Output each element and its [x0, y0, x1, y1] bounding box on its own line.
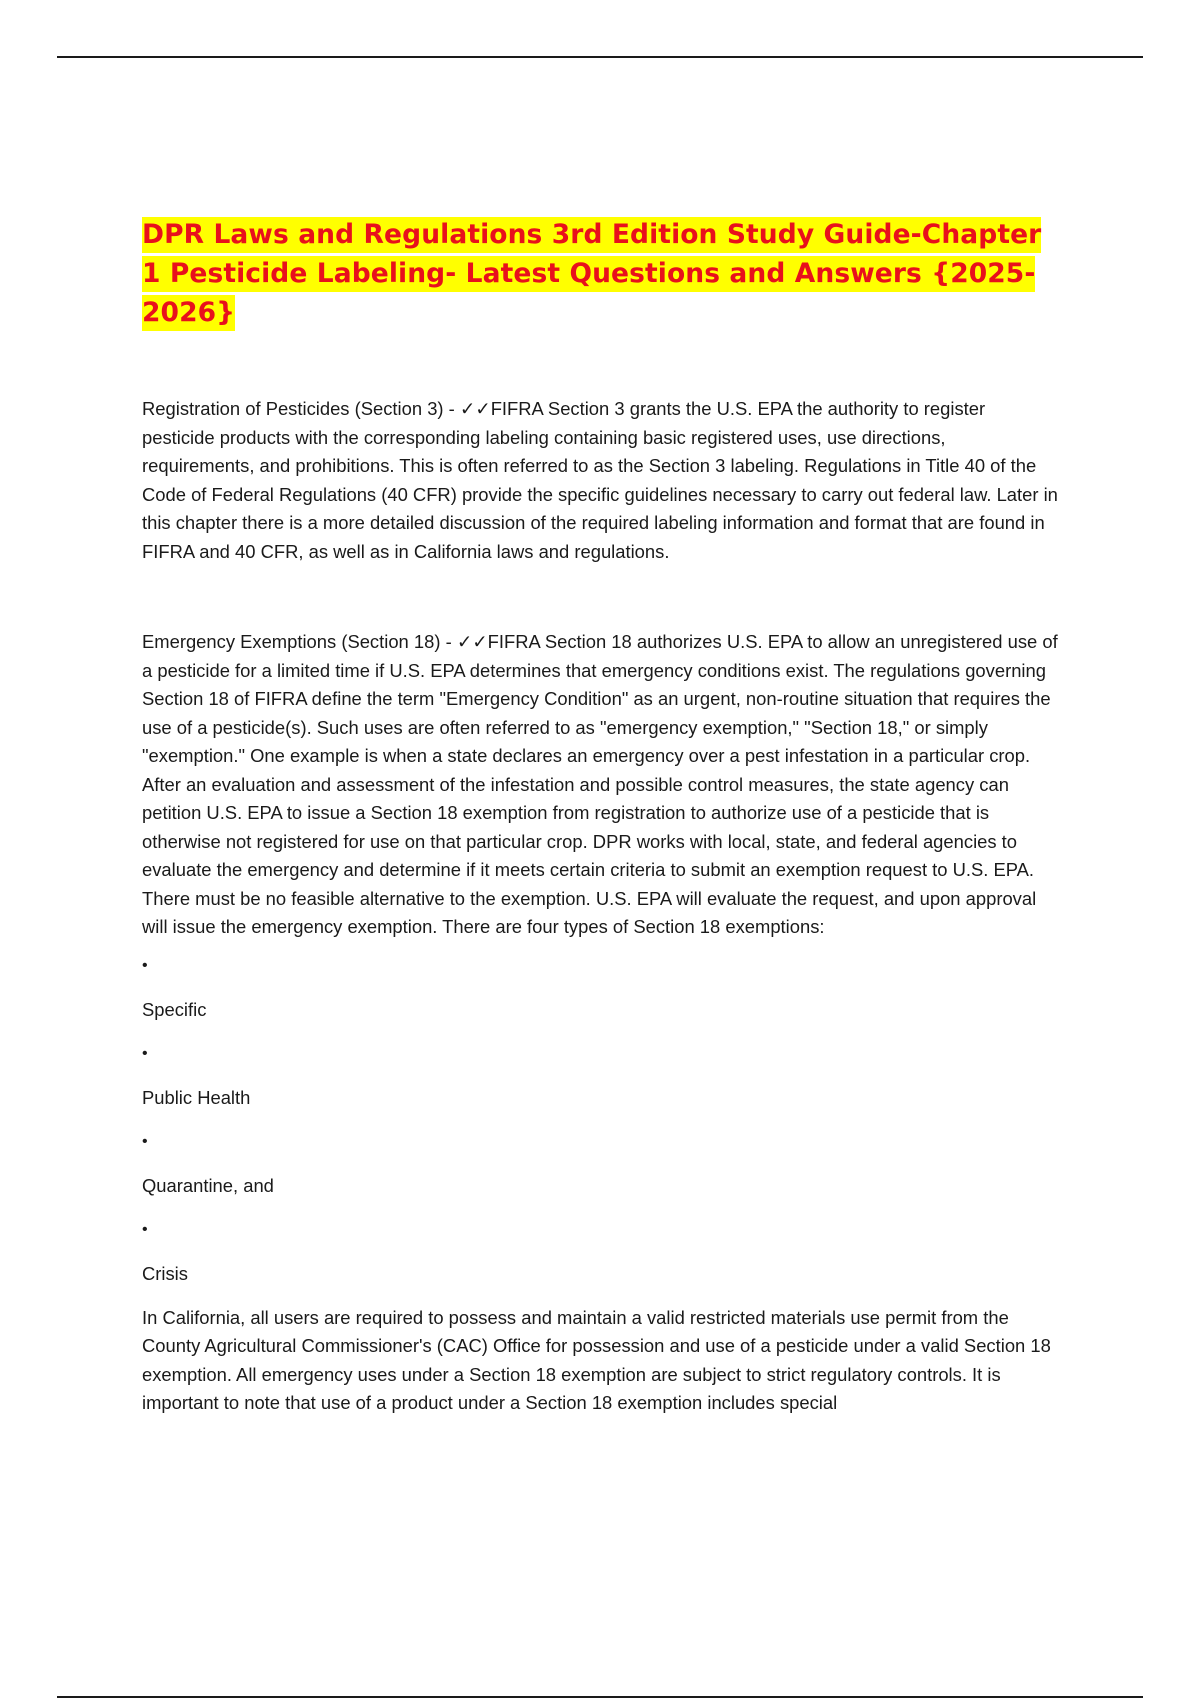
bottom-rule [57, 1696, 1143, 1698]
list-item [142, 952, 1062, 1024]
bullet-icon: • [142, 1044, 148, 1062]
paragraph-emergency-exemptions: Emergency Exemptions (Section 18) - ✓✓FIFRA Section 18 authorizes U.S. EPA to allow an unregistered use of a pesticide for a limited time if U.S. EPA determines that emergency conditions exist. The regulations governing Section 18 of FIFRA define the term "Emergency Condition" as an urgent, non-routine situation that requires the use of a pesticide(s). Such uses are often referred to as "emergency exemption," "Section 18," or simply "exemption." One example is when a state declares an emergency over a pest infestation in a particular crop. After an evaluation and assessment of the infestation and possible control measures, the state agency can petition U.S. EPA to issue a Section 18 exemption from registration to authorize use of a pesticide that is otherwise not registered for use on that particular crop. DPR works with local, state, and federal agencies to evaluate the emergency and determine if it meets certain criteria to submit an exemption request to U.S. EPA. There must be no feasible alternative to the exemption. U.S. EPA will evaluate the request, and upon approval will issue the emergency exemption. There are four types of Section 18 exemptions: [142, 631, 1058, 937]
top-rule [57, 56, 1143, 58]
list-item [142, 1216, 1062, 1288]
paragraph-california-requirements: In California, all users are required to possess and maintain a valid restricted materials use permit from the County Agricultural Commissioner's (CAC) Office for possession and use of a pesticide under a valid Section 18 exemption. All emergency uses under a Section 18 exemption are subject to strict regulatory controls. It is important to note that use of a product under a Section 18 exemption includes special [142, 1306, 1051, 1413]
document-body [142, 215, 1062, 1418]
list-item-label: Quarantine, and [142, 1174, 274, 1196]
list-item [142, 1128, 1062, 1200]
exemption-types-list [142, 952, 1062, 1288]
document-title-text: DPR Laws and Regulations 3rd Edition Study Guide-Chapter 1 Pesticide Labeling- Latest Questions and Answers {2025-2026} [142, 217, 1041, 331]
list-item-label: Specific [142, 998, 207, 1020]
bullet-icon: • [142, 1220, 148, 1238]
bullet-icon: • [142, 956, 148, 974]
document-title [142, 215, 1062, 332]
paragraph-registration-of-pesticides: Registration of Pesticides (Section 3) - ✓✓FIFRA Section 3 grants the U.S. EPA the authority to register pesticide products with the corresponding labeling containing basic registered uses, use directions, requirements, and prohibitions. This is often referred to as the Section 3 labeling. Regulations in Title 40 of the Code of Federal Regulations (40 CFR) provide the specific guidelines necessary to carry out federal law. Later in this chapter there is a more detailed discussion of the required labeling information and format that are found in FIFRA and 40 CFR, as well as in California laws and regulations. [142, 398, 1058, 562]
list-item-label: Crisis [142, 1262, 188, 1284]
list-item-label: Public Health [142, 1086, 251, 1108]
bullet-icon: • [142, 1132, 148, 1150]
list-item [142, 1040, 1062, 1112]
